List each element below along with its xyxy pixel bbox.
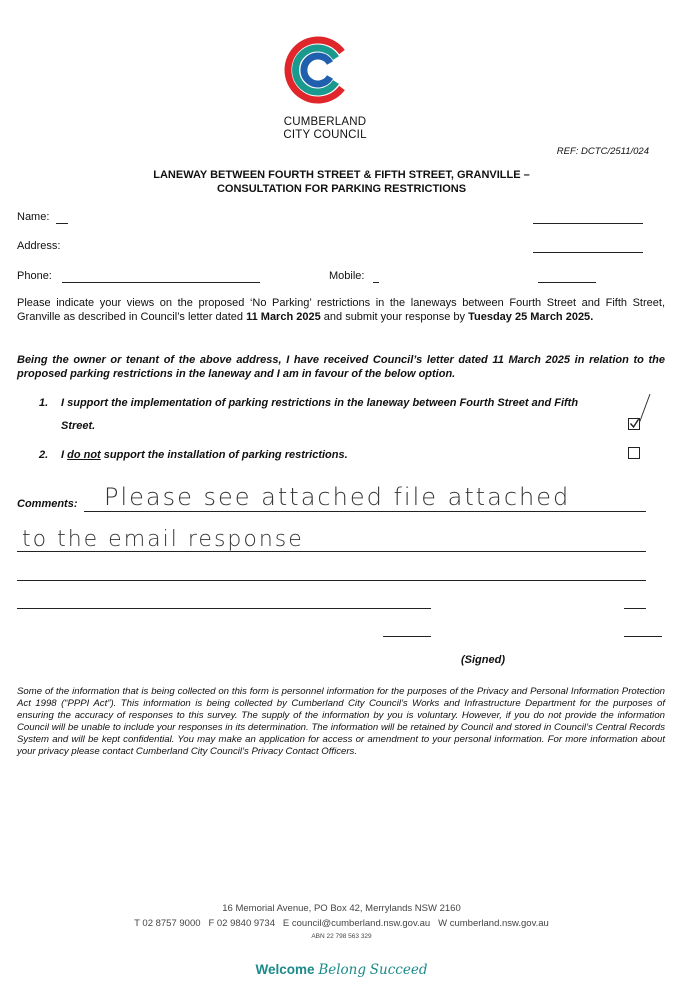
option-2-text-underlined: do not (67, 449, 101, 461)
page-title (40, 168, 643, 196)
option-2-text-pre: I (61, 449, 65, 461)
option-2-number: 2. (39, 449, 49, 461)
letter-date: 11 March 2025 (246, 310, 321, 323)
footer-abn: ABN 22 798 563 329 (311, 933, 372, 940)
handwritten-comment-line-1: Please see attached file attached (104, 483, 571, 511)
council-logo (276, 30, 360, 110)
option-2-text-post: support the installation of parking restrictions. (103, 449, 348, 461)
footer-contacts: T 02 8757 9000 F 02 9840 9734 E council@cumberland.nsw.gov.au W cumberland.nsw.gov.au (134, 918, 549, 929)
name-field[interactable] (533, 223, 643, 224)
mobile-label: Mobile: (329, 270, 365, 282)
declaration-statement: Being the owner or tenant of the above address, I have received Council’s letter dated 11 March 2025 in relation to the proposed parking restrictions in the laneway and I am in favour of the below option. (17, 354, 665, 380)
handwritten-tick-icon (636, 392, 652, 422)
option-2-text (61, 449, 348, 462)
option-1-text: I support the implementation of parking restrictions in the laneway between Fourth Street and Fifth (61, 397, 579, 409)
option-2-checkbox[interactable] (628, 447, 640, 459)
name-label: Name: (17, 211, 50, 223)
signed-label: (Signed) (461, 654, 505, 666)
title-line-1: LANEWAY BETWEEN FOURTH STREET & FIFTH STREET, GRANVILLE – (153, 169, 530, 181)
signature-line[interactable] (383, 636, 431, 637)
comment-line-3[interactable] (17, 580, 646, 581)
privacy-notice: Some of the information that is being collected on this form is personnel information for the purposes of the Privacy and Personal Information Protection Act 1998 (“PPPI Act”). This information is being collected by Cumberland City Council’s Works and Infrastructure Department for the purposes of ensuring the accuracy of responses to this survey. The supply of the information by you is voluntary. However, if you do not provide the information Council will be unable to include your responses in its determination. The information will be retained by Council and stored in Council’s Central Records System and will be kept confidential. You may make an application for access or amendment to your personal information. For more information about your privacy please contact Cumberland City Council’s Privacy Contact Officers. (17, 686, 665, 757)
org-line-1: CUMBERLAND (283, 116, 367, 128)
address-field[interactable] (533, 252, 643, 253)
organisation-name (260, 116, 390, 142)
tagline-welcome: Welcome (255, 962, 315, 977)
phone-label: Phone: (17, 270, 52, 282)
instructions-text-2: and submit your response by (323, 310, 466, 323)
instructions-paragraph: Please indicate your views on the proposed ‘No Parking’ restrictions in the laneways between Fourth Street and Fifth Street, Granville as described in Council’s letter dated 11 March 2025 and submit your response by Tuesday 25 March 2025. (17, 297, 665, 323)
phone-field[interactable] (62, 282, 260, 283)
comment-line-4-end[interactable] (624, 608, 646, 609)
due-date: Tuesday 25 March 2025 (468, 310, 591, 323)
reference-number: REF: DCTC/2511/024 (556, 146, 649, 157)
instructions-text-1: Please indicate your views on the proposed ‘No Parking’ restrictions in the laneways between Fourth Street and Fifth Street, Granville as described in Council’s letter dated (17, 297, 665, 323)
name-field-start[interactable] (56, 223, 68, 224)
comments-label: Comments: (17, 498, 78, 510)
handwritten-comment-line-2: to the email response (22, 527, 304, 552)
comment-line-2[interactable] (17, 551, 646, 552)
mobile-field[interactable] (538, 282, 596, 283)
org-line-2: CITY COUNCIL (283, 129, 367, 141)
option-1-number: 1. (39, 397, 49, 409)
tagline-belong: Belong (318, 962, 367, 978)
comment-line-4[interactable] (17, 608, 431, 609)
option-1-text-continued: Street. (61, 420, 96, 432)
tagline (0, 962, 683, 978)
address-label: Address: (17, 240, 61, 252)
mobile-field-start[interactable] (373, 282, 379, 283)
title-line-2: CONSULTATION FOR PARKING RESTRICTIONS (216, 183, 467, 195)
footer-address: 16 Memorial Avenue, PO Box 42, Merrylands NSW 2160 (222, 903, 461, 914)
comment-line-1[interactable] (84, 511, 646, 512)
date-line[interactable] (624, 636, 662, 637)
tagline-succeed: Succeed (369, 962, 428, 978)
